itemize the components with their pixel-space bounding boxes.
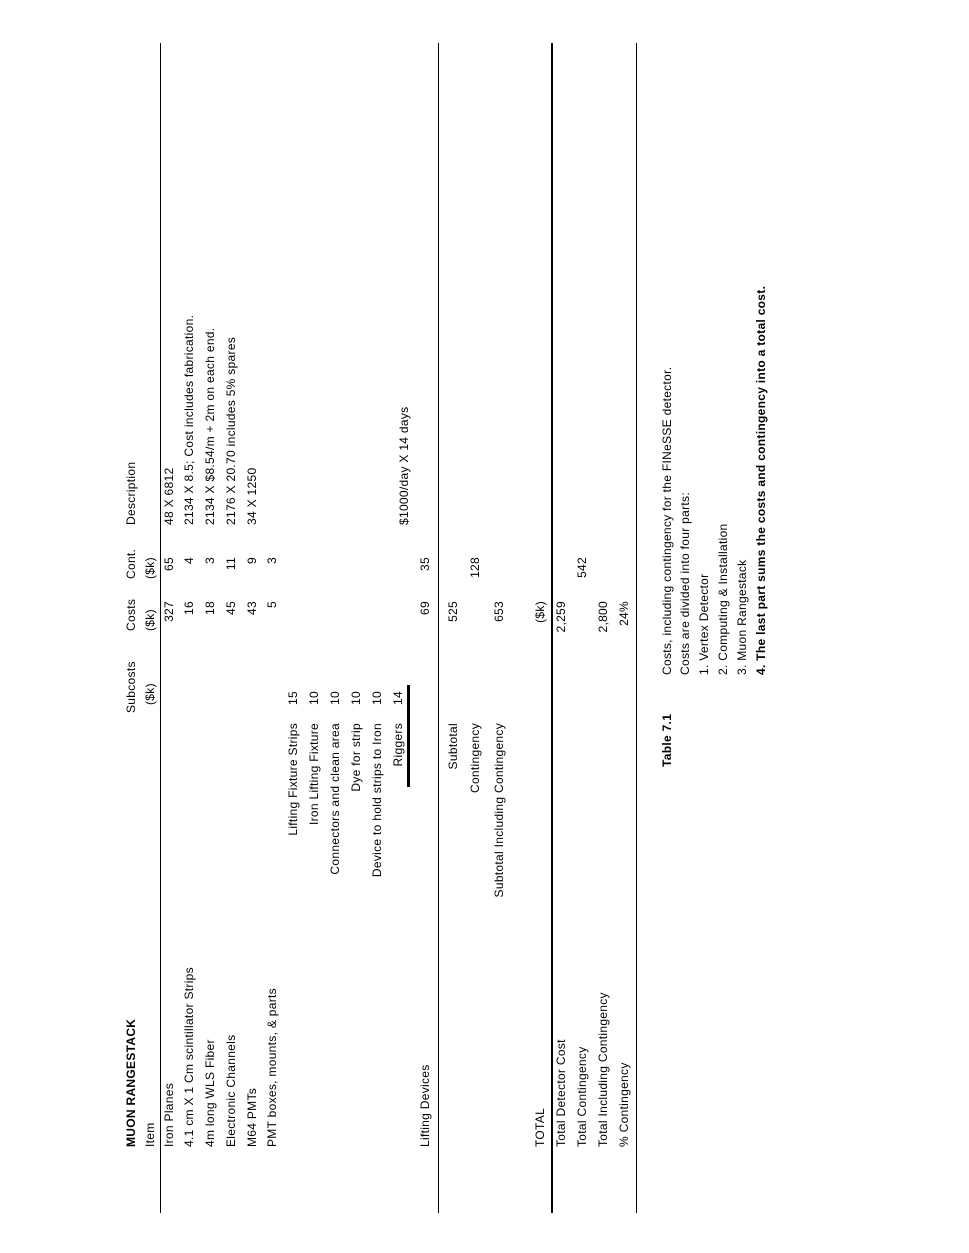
caption-line: Costs are divided into four parts: — [678, 492, 692, 675]
total-detector-cost-label: Total Detector Cost — [554, 1039, 568, 1147]
row-description: 2134 X 8.5; Cost includes fabrication. — [182, 314, 196, 525]
row-item: 4.1 cm X 1 Cm scintillator Strips — [182, 967, 196, 1147]
contingency-cont: 128 — [468, 557, 482, 578]
header-cont: Cont. — [124, 548, 138, 579]
row-cost: 16 — [182, 601, 196, 615]
row-item: Lifting Devices — [418, 1064, 432, 1147]
header-costs-unit: ($k) — [143, 609, 157, 631]
row-cost: 43 — [245, 601, 259, 615]
subtotal-cost: 525 — [446, 601, 460, 622]
total-label: TOTAL — [533, 1107, 547, 1147]
header-subcosts-unit: ($k) — [143, 683, 157, 705]
total-detector-cost: 2,259 — [554, 601, 568, 633]
row-item: PMT boxes, mounts, & parts — [265, 988, 279, 1147]
header-description: Description — [124, 461, 138, 525]
row-cont: 11 — [224, 557, 238, 571]
row-item: Iron Planes — [162, 1082, 176, 1147]
subtotal-label: Subtotal — [446, 723, 460, 770]
caption-line: 2. Computing & Installation — [716, 523, 730, 675]
subitem-label: Lifting Fixture Strips — [286, 723, 300, 836]
subitem-label: Connectors and clean area — [328, 723, 342, 875]
total-unit: ($k) — [533, 601, 547, 623]
table-title: MUON RANGESTACK — [124, 1018, 138, 1147]
subcost-sum-rule — [407, 685, 410, 787]
caption-line: Costs, including contingency for the FINeSSE detector. — [660, 366, 674, 675]
row-cost: 5 — [265, 601, 279, 608]
pct-contingency-label: % Contingency — [617, 1062, 631, 1147]
total-incl-label: Total Including Contingency — [596, 992, 610, 1147]
subitem-label: Riggers — [391, 723, 405, 767]
row-cost: 45 — [224, 601, 238, 615]
section-rule — [438, 43, 439, 1213]
row-cont: 3 — [203, 557, 217, 564]
subitem-value: 14 — [391, 691, 405, 705]
subtotal-incl-label: Subtotal Including Contingency — [492, 723, 506, 898]
caption-line: 1. Vertex Detector — [697, 573, 711, 675]
row-cont: 3 — [265, 557, 279, 564]
row-item: Electronic Channels — [224, 1034, 238, 1147]
subitem-value: 10 — [349, 691, 363, 705]
subtotal-incl-cost: 653 — [492, 601, 506, 622]
row-description: 2176 X 20.70 includes 5% spares — [224, 336, 238, 525]
subitem-value: 15 — [286, 691, 300, 705]
caption-line: 4. The last part sums the costs and contingency into a total cost. — [754, 285, 768, 675]
caption-line: 3. Muon Rangestack — [735, 559, 749, 675]
header-item: Item — [143, 1122, 157, 1147]
header-costs: Costs — [124, 598, 138, 631]
total-rule — [551, 43, 553, 1213]
row-description: $1000/day X 14 days — [397, 406, 411, 525]
row-description: 34 X 1250 — [245, 467, 259, 525]
header-cont-unit: ($k) — [143, 557, 157, 579]
row-item: M64 PMTs — [245, 1087, 259, 1147]
caption-label: Table 7.1 — [660, 713, 674, 767]
row-cost: 69 — [418, 601, 432, 615]
total-contingency-label: Total Contingency — [575, 1046, 589, 1147]
total-contingency: 542 — [575, 557, 589, 578]
subitem-value: 10 — [307, 691, 321, 705]
row-cost: 327 — [162, 601, 176, 622]
pct-contingency: 24% — [617, 601, 631, 626]
contingency-label: Contingency — [468, 723, 482, 794]
bottom-rule — [636, 43, 637, 1213]
total-incl: 2,800 — [596, 601, 610, 633]
subitem-label: Dye for strip — [349, 723, 363, 792]
row-cont: 65 — [162, 557, 176, 571]
subitem-value: 10 — [328, 691, 342, 705]
row-cont: 4 — [182, 557, 196, 564]
row-item: 4m long WLS Fiber — [203, 1039, 217, 1147]
row-cost: 18 — [203, 601, 217, 615]
row-description: 2134 X $8.54/m + 2m on each end. — [203, 327, 217, 525]
header-rule — [160, 43, 161, 1213]
row-cont: 35 — [418, 557, 432, 571]
subitem-value: 10 — [370, 691, 384, 705]
row-description: 48 X 6812 — [162, 467, 176, 525]
row-cont: 9 — [245, 557, 259, 564]
header-subcosts: Subcosts — [124, 661, 138, 713]
subitem-label: Device to hold strips to Iron — [370, 723, 384, 878]
subitem-label: Iron Lifting Fixture — [307, 723, 321, 826]
